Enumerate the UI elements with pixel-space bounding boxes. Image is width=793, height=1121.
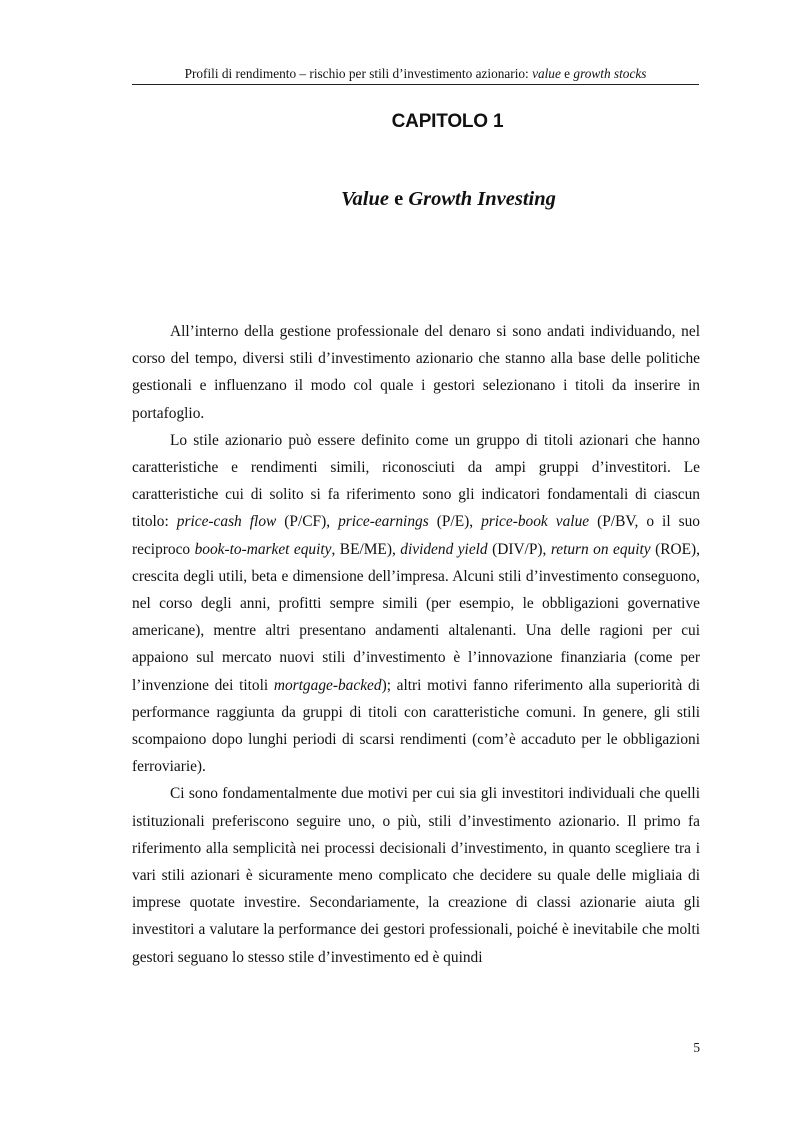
- p2-text-8: ); altri motivi fanno riferimento alla superiorità di performance raggiunta da gruppi di titoli con caratteristiche comuni. In genere, gli stili scompaiono dopo lunghi periodi di scarsi rendimenti (com’è accaduto per le obbligazioni ferroviarie).: [132, 676, 700, 776]
- chapter-title-conjunction: e: [388, 188, 409, 210]
- chapter-title-growth: Growth Investing: [408, 188, 556, 210]
- header-conjunction: e: [560, 66, 574, 81]
- p2-term-return-on-equity: return on equity: [550, 540, 651, 558]
- running-header: [132, 66, 699, 82]
- p2-term-price-cash-flow: price-cash flow: [176, 513, 277, 531]
- p2-text-5: , BE/ME),: [331, 540, 401, 558]
- chapter-title-value: Value: [341, 188, 389, 210]
- p2-term-dividend-yield: dividend yield: [400, 540, 488, 558]
- p2-term-price-book-value: price-book value: [481, 513, 590, 531]
- header-italic-value: value: [532, 66, 561, 81]
- paragraph-3: Ci sono fondamentalmente due motivi per cui sia gli investitori individuali che quelli istituzionali preferiscono seguire uno, o più, stili d’investimento azionario. Il primo fa riferimento alla semplicità nei processi decisionali d’investimento, in quanto scegliere tra i vari stili azionari è sicuramente meno complicato che decidere su quale delle migliaia di imprese quotate investire. Secondariamente, la creazione di classi azionarie aiuta gli investitori a valutare la performance dei gestori professionali, poiché è inevitabile che molti gestori seguano lo stesso stile d’investimento ed è quindi: [132, 785, 700, 966]
- page-number: 5: [693, 1040, 700, 1055]
- header-italic-growth: growth stocks: [573, 66, 647, 81]
- paragraph-1: All’interno della gestione professionale del denaro si sono andati individuando, nel corso del tempo, diversi stili d’investimento azionario che stanno alla base delle politiche gestionali e influenzano il modo col quale i gestori selezionano i titoli da inserire in portafoglio.: [132, 323, 700, 422]
- header-prefix: Profili di rendimento – rischio per stili d’investimento azionario:: [184, 66, 533, 81]
- p2-term-price-earnings: price-earnings: [338, 513, 429, 531]
- p2-text-4: (P/BV, o il suo reciproco: [132, 513, 701, 558]
- p2-term-book-to-market: book-to-market equity: [194, 540, 332, 558]
- body-text: [132, 318, 700, 971]
- chapter-label: CAPITOLO 1: [391, 111, 504, 132]
- p2-text-3: (P/E),: [428, 513, 482, 531]
- p2-text-1: Lo stile azionario può essere definito come un gruppo di titoli azionari che hanno caratteristiche e rendimenti simili, riconosciuti da ampi gruppi d’investitori. Le caratteristiche cui di solito si fa riferimento sono gli indicatori fondamentali di ciascun titolo:: [132, 431, 700, 531]
- chapter-title: [132, 186, 699, 212]
- p2-text-6: (DIV/P),: [487, 540, 551, 558]
- paragraph-2: [132, 427, 700, 781]
- p2-term-mortgage-backed: mortgage-backed: [273, 676, 382, 694]
- p2-text-2: (P/CF),: [276, 513, 339, 531]
- header-rule: [132, 84, 699, 85]
- p2-text-7: (ROE), crescita degli utili, beta e dimensione dell’impresa. Alcuni stili d’investimento conseguono, nel corso degli anni, profitti sempre simili (per esempio, le obbligazioni governative americane), mentre altri presentano andamenti altalenanti. Una delle ragioni per cui appaiono sul mercato nuovi stili d’investimento è l’innovazione finanziaria (come per l’invenzione dei titoli: [132, 540, 700, 694]
